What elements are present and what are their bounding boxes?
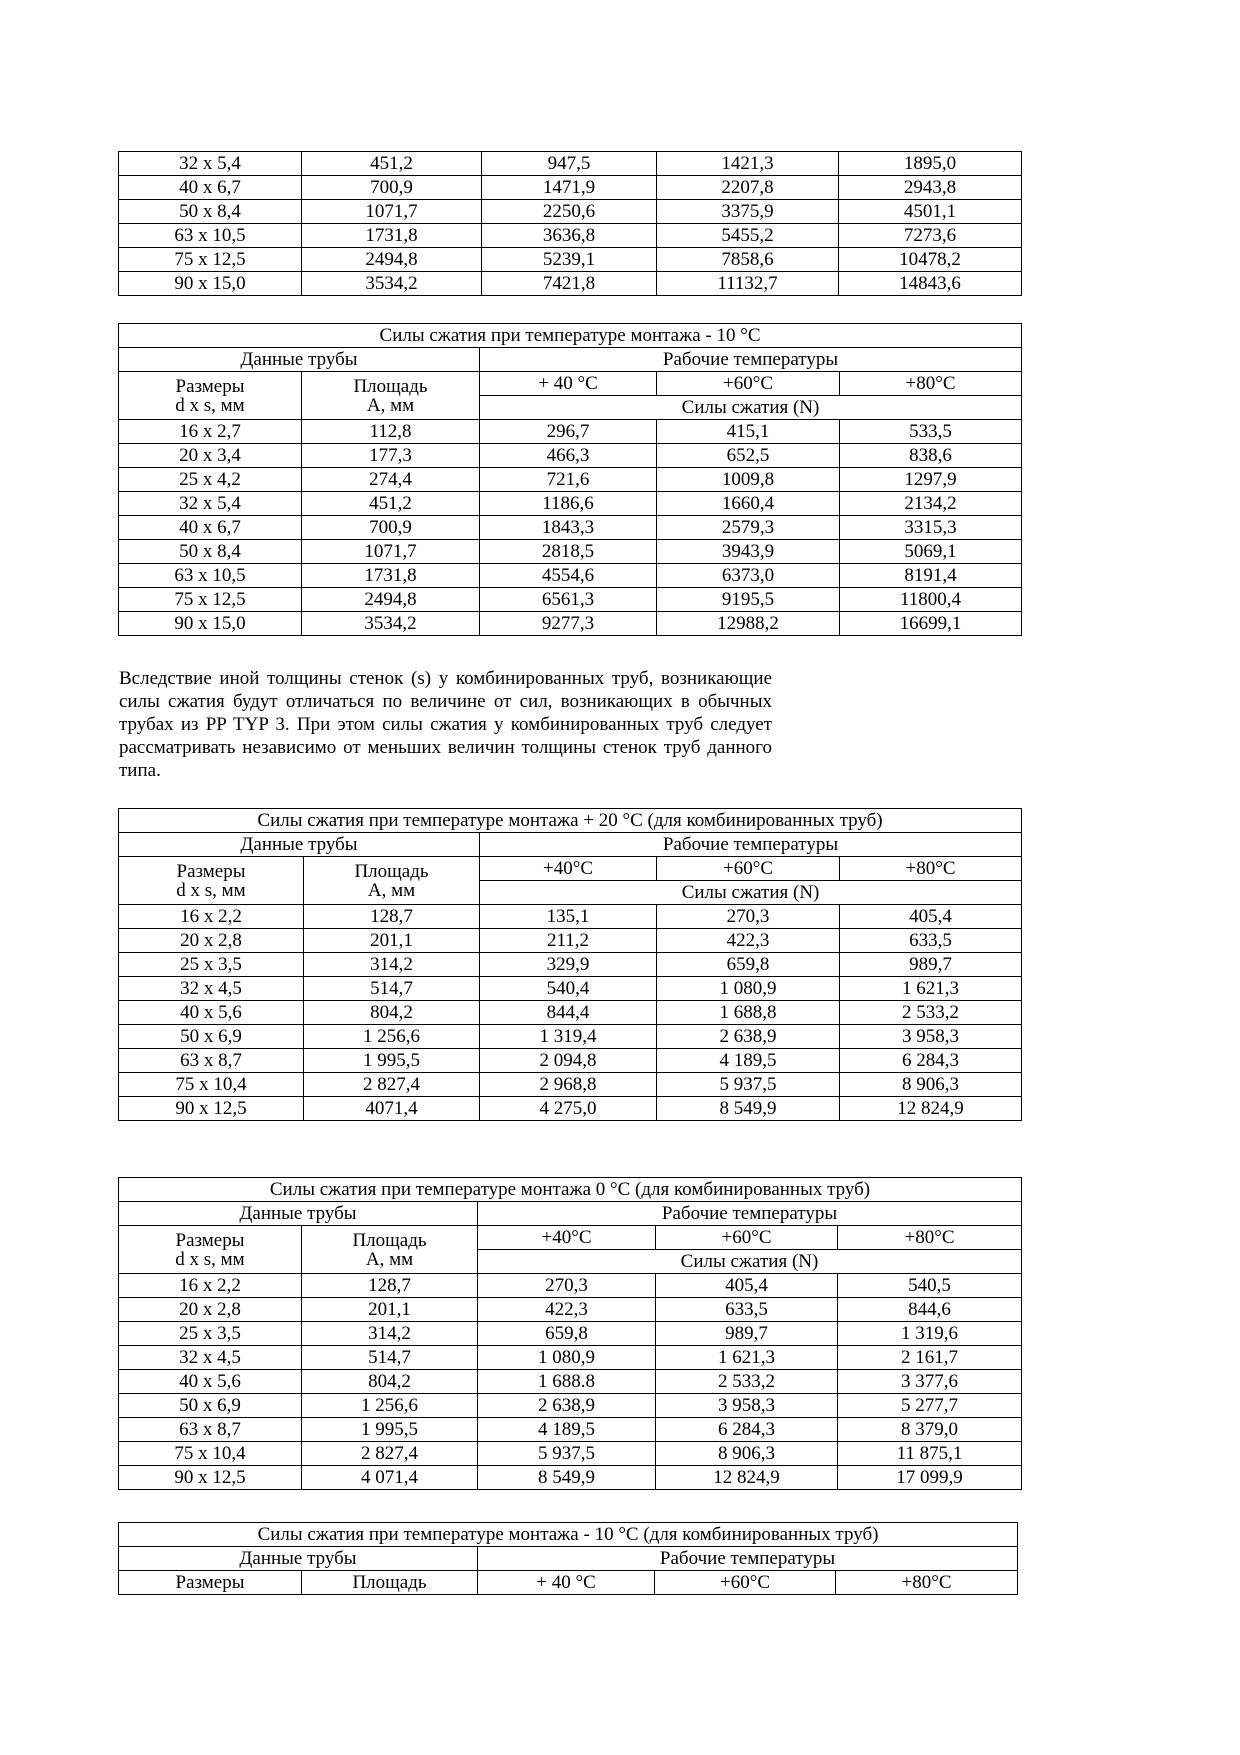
size-header [119,372,302,420]
size-header-label: Размеры [175,1229,245,1251]
cell-size: 63 x 10,5 [119,224,302,248]
cell-size: 50 x 6,9 [119,1025,304,1049]
cell-force-40: 9277,3 [480,612,657,636]
cell-size: 40 x 6,7 [119,516,302,540]
cell-size: 25 x 3,5 [119,1322,302,1346]
table-mount-plus20 [118,808,1022,1121]
cell-force-40: 6561,3 [480,588,657,612]
cell-force-80: 838,6 [840,444,1022,468]
cell-size: 32 x 5,4 [119,492,302,516]
cell-size: 20 x 2,8 [119,1298,302,1322]
cell-size: 16 x 2,2 [119,1274,302,1298]
cell-size: 25 x 3,5 [119,953,304,977]
cell-size: 75 x 12,5 [119,248,302,272]
cell-area: 128,7 [302,1274,478,1298]
table-row [119,905,1022,929]
table-row [119,1442,1022,1466]
cell-area: 804,2 [304,1001,480,1025]
cell-force-40: 4 275,0 [480,1097,657,1121]
cell-force-60: 1660,4 [657,492,840,516]
cell-force-40: 1 688.8 [478,1370,656,1394]
table-row [119,224,1022,248]
body-paragraph: Вследствие иной толщины стенок (s) у комбинированных труб, возникающие силы сжатия будут отличаться по величине от сил, возникающих в обычных трубах из PP TYP 3. При этом силы сжатия у комбинированных труб следует рассматривать независимо от меньших величин толщины стенок труб данного типа. [119,668,772,781]
cell-force-60: 1009,8 [657,468,840,492]
cell-force-40: 270,3 [478,1274,656,1298]
table-row [119,1001,1022,1025]
cell-size: 50 x 8,4 [119,540,302,564]
table-row [119,420,1022,444]
table-body [119,152,1022,296]
cell-size: 20 x 3,4 [119,444,302,468]
cell-size: 75 x 12,5 [119,588,302,612]
cell-force-60: 1421,3 [657,152,839,176]
cell-size: 40 x 6,7 [119,176,302,200]
cell-area: 514,7 [304,977,480,1001]
pipe-data-header: Данные трубы [119,1202,478,1226]
cell-area: 4 071,4 [302,1466,478,1490]
cell-force-60: 3943,9 [657,540,840,564]
area-header-label: Площадь [352,1229,427,1251]
cell-force-60: 6373,0 [657,564,840,588]
table-row [119,929,1022,953]
cell-area: 2494,8 [302,248,482,272]
temp-header-80: +80°C [840,857,1022,881]
cell-force-60: 633,5 [656,1298,838,1322]
temp-header-60: +60°C [657,857,840,881]
cell-area: 1 256,6 [302,1394,478,1418]
area-header-unit: A, мм [366,394,415,416]
cell-force-60: 2207,8 [657,176,839,200]
cell-area: 3534,2 [302,272,482,296]
cell-force-40: 329,9 [480,953,657,977]
cell-size: 90 x 15,0 [119,272,302,296]
table-row [119,492,1022,516]
cell-force-60: 1 621,3 [656,1346,838,1370]
cell-area: 314,2 [302,1322,478,1346]
cell-force-80: 1 319,6 [838,1322,1022,1346]
temp-header-80: +80°C [838,1226,1022,1250]
table-row [119,1298,1022,1322]
cell-area: 201,1 [304,929,480,953]
cell-force-40: 947,5 [482,152,657,176]
table-mount-minus10 [118,323,1022,636]
cell-force-60: 11132,7 [657,272,839,296]
cell-force-80: 12 824,9 [840,1097,1022,1121]
area-header [302,1226,478,1274]
cell-area: 128,7 [304,905,480,929]
cell-force-80: 11800,4 [840,588,1022,612]
cell-force-40: 466,3 [480,444,657,468]
cell-force-80: 3 377,6 [838,1370,1022,1394]
cell-force-60: 5455,2 [657,224,839,248]
cell-size: 63 x 8,7 [119,1418,302,1442]
cell-force-80: 989,7 [840,953,1022,977]
table-row [119,1418,1022,1442]
work-temps-header: Рабочие температуры [480,348,1022,372]
cell-force-40: 1186,6 [480,492,657,516]
cell-force-40: 1 319,4 [480,1025,657,1049]
area-header [302,372,480,420]
cell-force-60: 405,4 [656,1274,838,1298]
table-body [119,1274,1022,1490]
table-row [119,272,1022,296]
cell-force-60: 9195,5 [657,588,840,612]
work-temps-header: Рабочие температуры [480,833,1022,857]
size-header-unit: d x s, мм [175,394,245,416]
cell-area: 1731,8 [302,224,482,248]
cell-force-80: 2 533,2 [840,1001,1022,1025]
size-header-unit: d x s, мм [175,1248,245,1270]
cell-force-60: 8 549,9 [657,1097,840,1121]
table-title: Силы сжатия при температуре монтажа - 10 °C [119,324,1022,348]
table-row [119,1322,1022,1346]
cell-force-80: 5069,1 [840,540,1022,564]
table-row [119,1346,1022,1370]
cell-area: 804,2 [302,1370,478,1394]
cell-force-60: 652,5 [657,444,840,468]
area-header: Площадь [302,1571,478,1595]
area-header [304,857,480,905]
cell-force-40: 4554,6 [480,564,657,588]
cell-force-80: 3 958,3 [840,1025,1022,1049]
area-header-unit: A, мм [365,1248,414,1270]
cell-size: 32 x 4,5 [119,1346,302,1370]
cell-force-40: 540,4 [480,977,657,1001]
cell-size: 90 x 12,5 [119,1466,302,1490]
work-temps-header: Рабочие температуры [478,1547,1018,1571]
cell-area: 1 995,5 [304,1049,480,1073]
cell-force-80: 540,5 [838,1274,1022,1298]
cell-force-80: 633,5 [840,929,1022,953]
cell-force-40: 4 189,5 [478,1418,656,1442]
cell-force-40: 2 094,8 [480,1049,657,1073]
table-mount-zero [118,1177,1022,1490]
table-row [119,248,1022,272]
table-row [119,612,1022,636]
cell-area: 314,2 [304,953,480,977]
cell-force-80: 2943,8 [839,176,1022,200]
cell-force-80: 4501,1 [839,200,1022,224]
forces-header: Силы сжатия (N) [480,881,1022,905]
cell-size: 20 x 2,8 [119,929,304,953]
forces-header: Силы сжатия (N) [478,1250,1022,1274]
cell-force-40: 8 549,9 [478,1466,656,1490]
table-row [119,152,1022,176]
cell-area: 274,4 [302,468,480,492]
table-row [119,444,1022,468]
cell-force-40: 3636,8 [482,224,657,248]
cell-force-40: 2818,5 [480,540,657,564]
cell-area: 514,7 [302,1346,478,1370]
cell-force-40: 1843,3 [480,516,657,540]
size-header-unit: d x s, мм [176,879,246,901]
work-temps-header: Рабочие температуры [478,1202,1022,1226]
table-title: Силы сжатия при температуре монтажа - 10 °C (для комбинированных труб) [119,1523,1018,1547]
cell-size: 90 x 15,0 [119,612,302,636]
table-row [119,953,1022,977]
cell-area: 4071,4 [304,1097,480,1121]
cell-force-60: 3375,9 [657,200,839,224]
cell-force-80: 3315,3 [840,516,1022,540]
cell-area: 1731,8 [302,564,480,588]
table-row [119,1073,1022,1097]
cell-size: 75 x 10,4 [119,1073,304,1097]
cell-force-80: 17 099,9 [838,1466,1022,1490]
cell-force-60: 5 937,5 [657,1073,840,1097]
table-row [119,1370,1022,1394]
cell-force-60: 415,1 [657,420,840,444]
cell-force-60: 3 958,3 [656,1394,838,1418]
table-row [119,1466,1022,1490]
temp-header-60: +60°C [656,1226,838,1250]
cell-force-80: 11 875,1 [838,1442,1022,1466]
table-row [119,516,1022,540]
cell-size: 32 x 5,4 [119,152,302,176]
temp-header-80: +80°C [840,372,1022,396]
cell-area: 700,9 [302,176,482,200]
cell-size: 32 x 4,5 [119,977,304,1001]
table-row [119,468,1022,492]
temp-header-60: +60°C [657,372,840,396]
size-header-label: Размеры [176,860,246,882]
temp-header-60: +60°C [655,1571,836,1595]
cell-size: 75 x 10,4 [119,1442,302,1466]
cell-force-80: 14843,6 [839,272,1022,296]
cell-force-60: 6 284,3 [656,1418,838,1442]
cell-force-40: 2 968,8 [480,1073,657,1097]
size-header-label: Размеры [175,375,245,397]
forces-header: Силы сжатия (N) [480,396,1022,420]
cell-area: 1 256,6 [304,1025,480,1049]
table-row [119,1097,1022,1121]
cell-size: 40 x 5,6 [119,1001,304,1025]
cell-force-80: 8191,4 [840,564,1022,588]
table-mount-minus10-combined [118,1522,1018,1595]
temp-header-40: +40°C [478,1226,656,1250]
cell-force-60: 8 906,3 [656,1442,838,1466]
cell-force-40: 2 638,9 [478,1394,656,1418]
table-title: Силы сжатия при температуре монтажа 0 °C (для комбинированных труб) [119,1178,1022,1202]
cell-force-40: 721,6 [480,468,657,492]
table-row [119,1025,1022,1049]
cell-force-40: 296,7 [480,420,657,444]
cell-force-40: 1471,9 [482,176,657,200]
cell-force-80: 2134,2 [840,492,1022,516]
cell-force-60: 2579,3 [657,516,840,540]
pipe-data-header: Данные трубы [119,833,480,857]
table-row [119,977,1022,1001]
cell-size: 50 x 8,4 [119,200,302,224]
cell-force-60: 1 688,8 [657,1001,840,1025]
cell-force-80: 7273,6 [839,224,1022,248]
cell-force-80: 8 379,0 [838,1418,1022,1442]
area-header-unit: A, мм [367,879,416,901]
table-row [119,1394,1022,1418]
table-body [119,905,1022,1121]
cell-area: 201,1 [302,1298,478,1322]
cell-force-60: 4 189,5 [657,1049,840,1073]
cell-force-40: 5 937,5 [478,1442,656,1466]
cell-force-80: 405,4 [840,905,1022,929]
size-header: Размеры [119,1571,302,1595]
cell-area: 177,3 [302,444,480,468]
table-row [119,1049,1022,1073]
cell-area: 3534,2 [302,612,480,636]
cell-area: 451,2 [302,152,482,176]
cell-force-80: 5 277,7 [838,1394,1022,1418]
cell-force-80: 2 161,7 [838,1346,1022,1370]
cell-force-40: 211,2 [480,929,657,953]
temp-header-40: + 40 °C [480,372,657,396]
temp-header-80: +80°C [836,1571,1018,1595]
table-body [119,420,1022,636]
cell-force-80: 8 906,3 [840,1073,1022,1097]
table-row [119,176,1022,200]
cell-force-40: 135,1 [480,905,657,929]
cell-area: 2494,8 [302,588,480,612]
table-row [119,564,1022,588]
pipe-data-header: Данные трубы [119,1547,478,1571]
table-row [119,200,1022,224]
cell-force-80: 10478,2 [839,248,1022,272]
cell-size: 16 x 2,7 [119,420,302,444]
table-row [119,588,1022,612]
cell-area: 1 995,5 [302,1418,478,1442]
cell-area: 451,2 [302,492,480,516]
cell-area: 1071,7 [302,540,480,564]
cell-force-60: 2 533,2 [656,1370,838,1394]
size-header [119,1226,302,1274]
table-continuation [118,151,1022,296]
area-header-label: Площадь [354,860,429,882]
cell-force-80: 533,5 [840,420,1022,444]
cell-area: 2 827,4 [302,1442,478,1466]
cell-size: 40 x 5,6 [119,1370,302,1394]
area-header-label: Площадь [353,375,428,397]
cell-force-40: 5239,1 [482,248,657,272]
table-title: Силы сжатия при температуре монтажа + 20 °C (для комбинированных труб) [119,809,1022,833]
cell-size: 25 x 4,2 [119,468,302,492]
cell-force-60: 2 638,9 [657,1025,840,1049]
cell-force-60: 12 824,9 [656,1466,838,1490]
cell-force-40: 844,4 [480,1001,657,1025]
temp-header-40: + 40 °C [478,1571,655,1595]
table-row [119,540,1022,564]
cell-force-80: 1297,9 [840,468,1022,492]
cell-force-60: 12988,2 [657,612,840,636]
temp-header-40: +40°C [480,857,657,881]
cell-force-60: 422,3 [657,929,840,953]
cell-force-80: 844,6 [838,1298,1022,1322]
cell-force-60: 270,3 [657,905,840,929]
cell-size: 16 x 2,2 [119,905,304,929]
cell-size: 63 x 8,7 [119,1049,304,1073]
cell-force-80: 1 621,3 [840,977,1022,1001]
cell-force-60: 989,7 [656,1322,838,1346]
cell-area: 112,8 [302,420,480,444]
cell-force-60: 7858,6 [657,248,839,272]
cell-force-60: 1 080,9 [657,977,840,1001]
cell-force-40: 2250,6 [482,200,657,224]
cell-area: 2 827,4 [304,1073,480,1097]
cell-force-40: 7421,8 [482,272,657,296]
size-header [119,857,304,905]
pipe-data-header: Данные трубы [119,348,480,372]
cell-area: 700,9 [302,516,480,540]
cell-force-80: 6 284,3 [840,1049,1022,1073]
cell-force-40: 659,8 [478,1322,656,1346]
cell-force-80: 16699,1 [840,612,1022,636]
cell-area: 1071,7 [302,200,482,224]
cell-size: 63 x 10,5 [119,564,302,588]
table-row [119,1274,1022,1298]
cell-size: 90 x 12,5 [119,1097,304,1121]
cell-force-80: 1895,0 [839,152,1022,176]
cell-force-40: 1 080,9 [478,1346,656,1370]
cell-size: 50 x 6,9 [119,1394,302,1418]
cell-force-40: 422,3 [478,1298,656,1322]
cell-force-60: 659,8 [657,953,840,977]
